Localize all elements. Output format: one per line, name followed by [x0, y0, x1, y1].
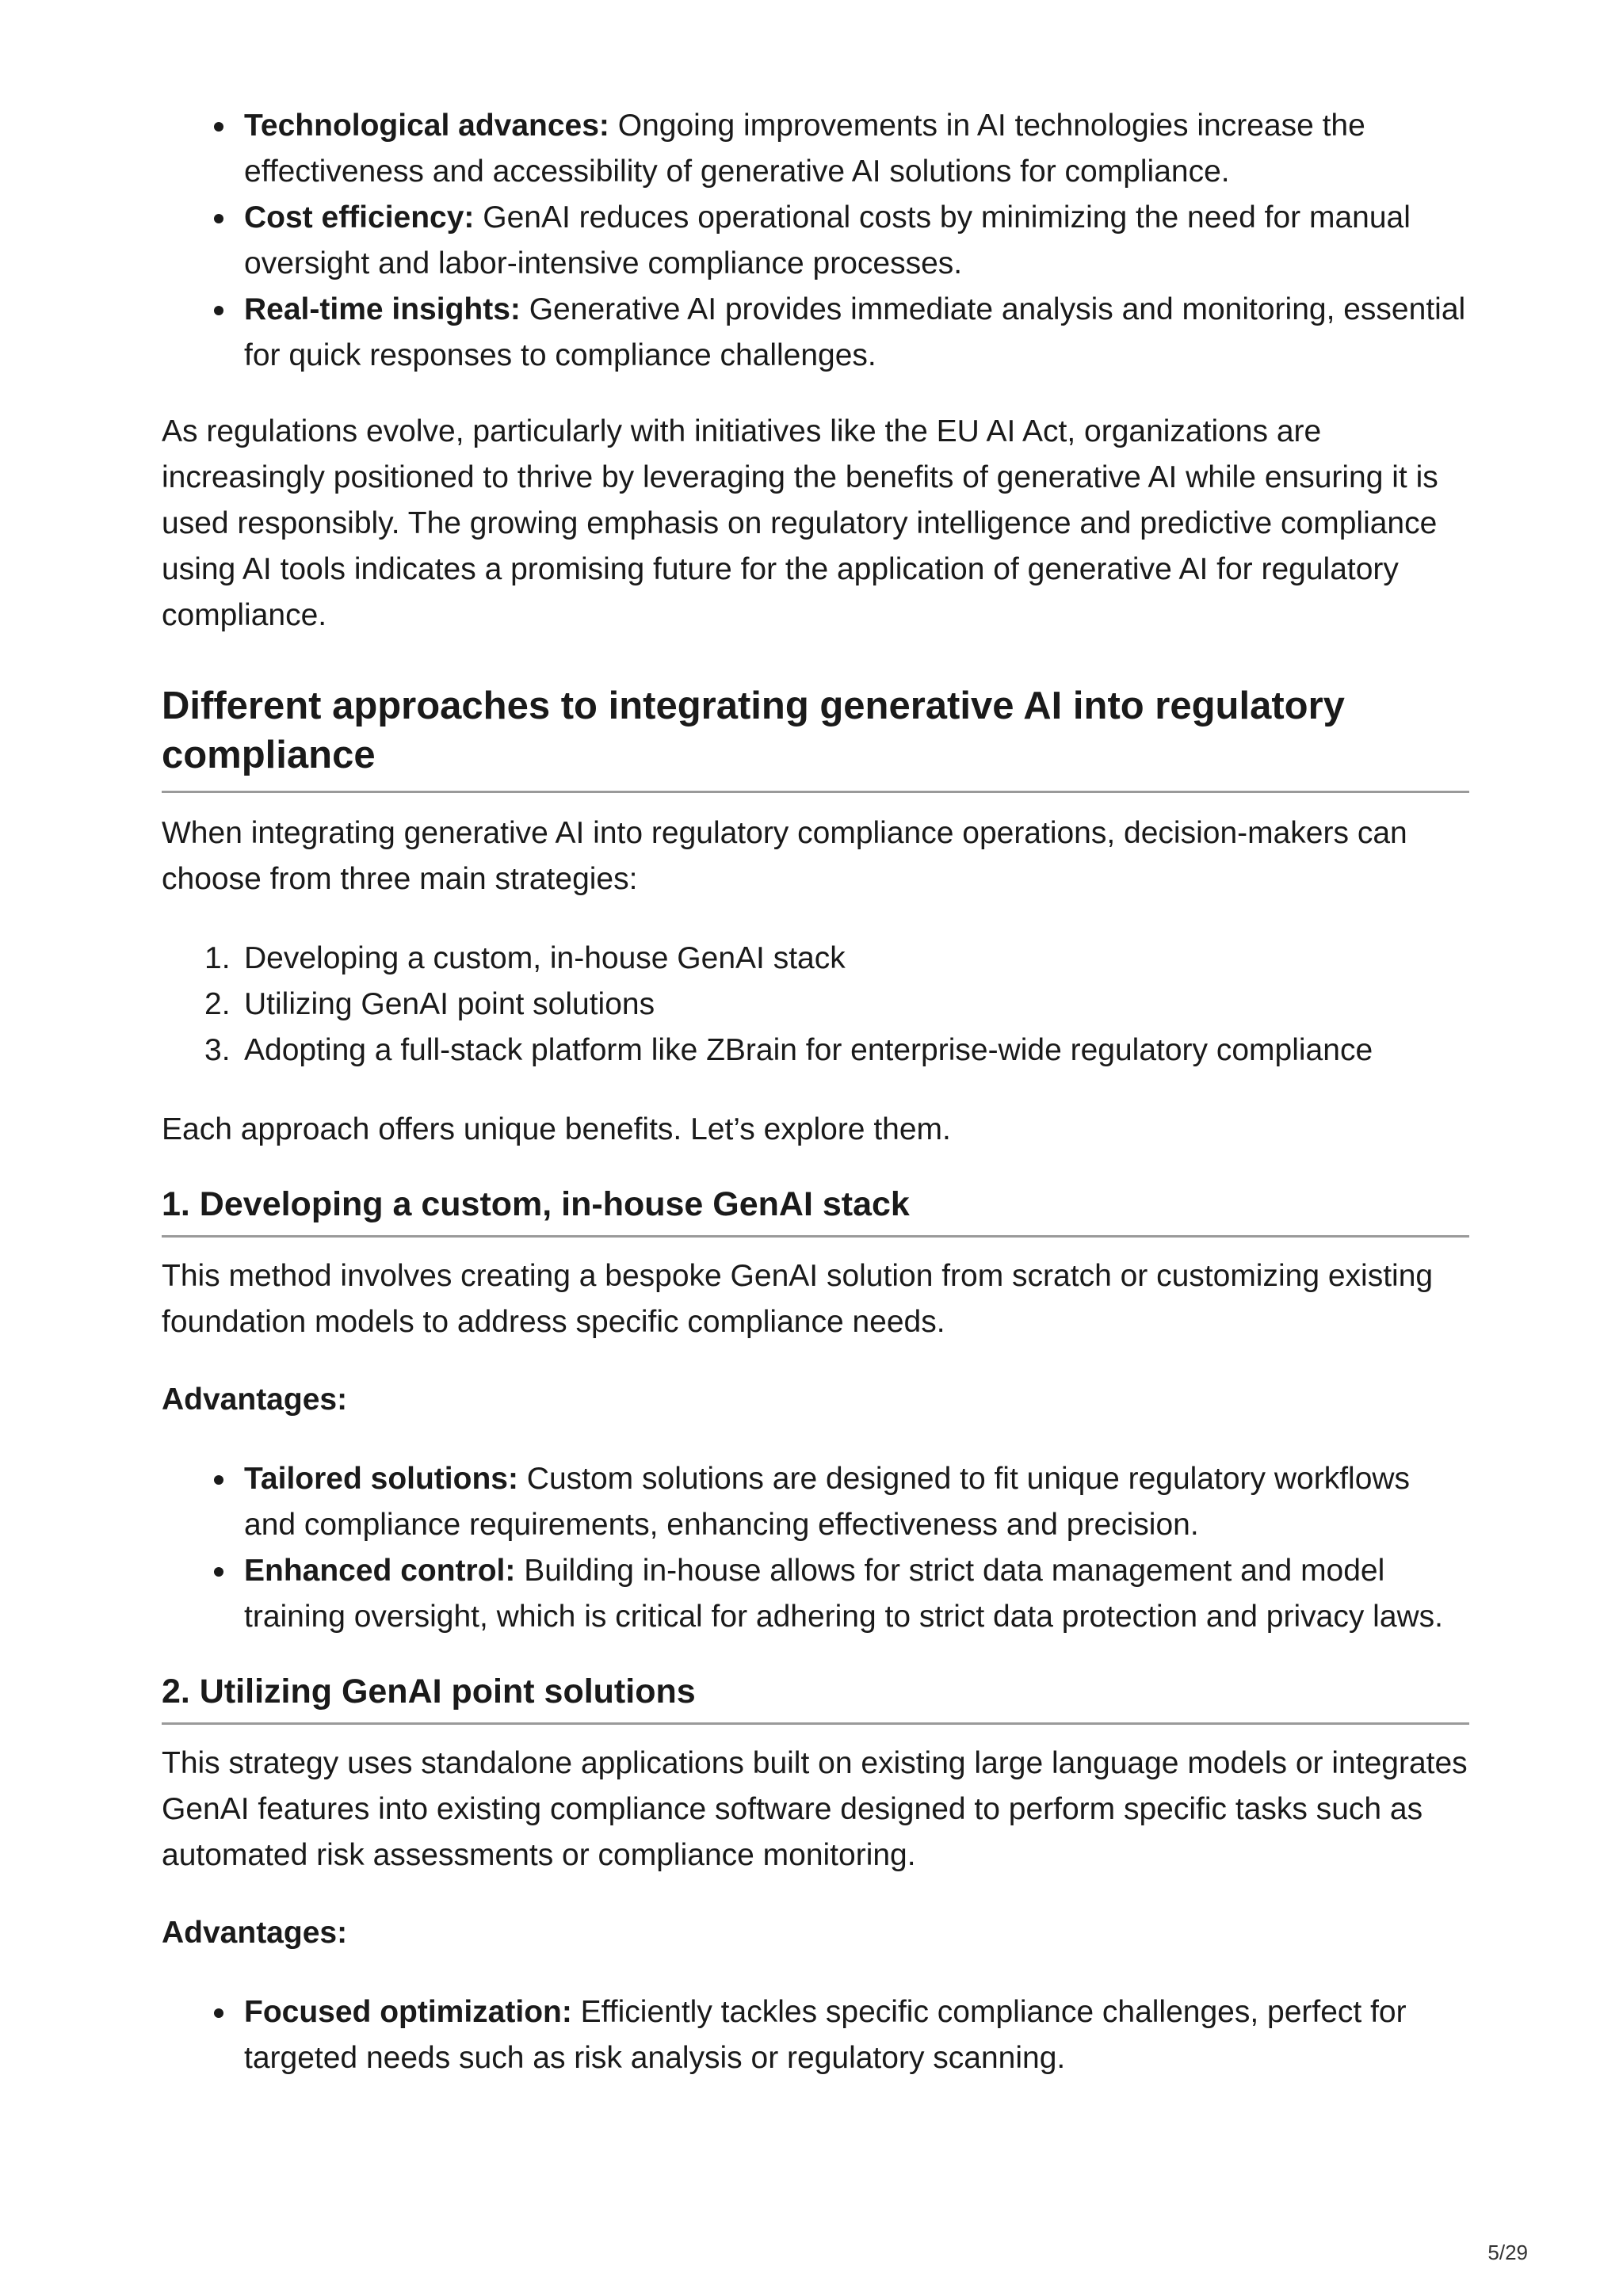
list-item-text: Generative AI provides immediate analysis and monitoring, essential for quick responses to compliance challenges.	[244, 292, 1466, 372]
list-item-text: Utilizing GenAI point solutions	[244, 987, 655, 1021]
list-item	[162, 1456, 1469, 1548]
section-1-advantages-label: Advantages:	[162, 1383, 348, 1417]
list-item-text: Building in-house allows for strict data management and model training oversight, which is critical for adhering to strict data protection and privacy laws.	[244, 1554, 1444, 1634]
list-item	[162, 936, 1469, 982]
list-item-label: Cost efficiency:	[244, 200, 475, 235]
explore-paragraph: Each approach offers unique benefits. Let’s explore them.	[162, 1112, 951, 1146]
benefits-list	[162, 103, 1469, 379]
section-1-heading: 1. Developing a custom, in-house GenAI stack	[162, 1181, 1469, 1238]
list-item-number: 2.	[204, 987, 231, 1021]
strategies-list	[162, 936, 1469, 1074]
section-2-heading: 2. Utilizing GenAI point solutions	[162, 1669, 1469, 1725]
list-item-label: Tailored solutions:	[244, 1462, 518, 1496]
list-item-label: Focused optimization:	[244, 1995, 572, 2029]
list-item-text: GenAI reduces operational costs by minimizing the need for manual oversight and labor-intensive compliance processes.	[244, 200, 1411, 280]
approaches-intro: When integrating generative AI into regulatory compliance operations, decision-makers can choose from three main strategies:	[162, 816, 1407, 896]
section-2-advantages-list	[162, 1989, 1469, 2081]
list-item	[162, 1548, 1469, 1640]
section-1-advantages-list	[162, 1456, 1469, 1640]
list-item-number: 1.	[204, 941, 231, 975]
list-item-text: Custom solutions are designed to fit unique regulatory workflows and compliance requirements, enhancing effectiveness and precision.	[244, 1462, 1411, 1542]
document-body	[162, 103, 1469, 2081]
list-item-text: Adopting a full-stack platform like ZBrain for enterprise-wide regulatory compliance	[244, 1033, 1373, 1067]
approaches-heading: Different approaches to integrating generative AI into regulatory compliance	[162, 681, 1469, 793]
list-item-text: Efficiently tackles specific compliance challenges, perfect for targeted needs such as risk analysis or regulatory scanning.	[244, 1995, 1407, 2075]
list-item	[162, 195, 1469, 287]
list-item-number: 3.	[204, 1033, 231, 1067]
list-item	[162, 287, 1469, 379]
page-number: 5/29	[1487, 2241, 1528, 2264]
regulations-paragraph: As regulations evolve, particularly with initiatives like the EU AI Act, organizations are increasingly positioned to thrive by leveraging the benefits of generative AI while ensuring it is used responsibly. The growing emphasis on regulatory intelligence and predictive compliance using AI tools indicates a promising future for the application of generative AI for regulatory compliance.	[162, 414, 1438, 632]
list-item-text: Developing a custom, in-house GenAI stack	[244, 941, 846, 975]
list-item	[162, 982, 1469, 1028]
list-item	[162, 1028, 1469, 1074]
section-2-description: This strategy uses standalone applications built on existing large language models or integrates GenAI features into existing compliance software designed to perform specific tasks such as automated risk assessments or compliance monitoring.	[162, 1746, 1468, 1872]
list-item-label: Enhanced control:	[244, 1554, 516, 1588]
list-item	[162, 103, 1469, 195]
section-2-advantages-label: Advantages:	[162, 1916, 348, 1950]
list-item	[162, 1989, 1469, 2081]
section-1-description: This method involves creating a bespoke GenAI solution from scratch or customizing existing foundation models to address specific compliance needs.	[162, 1259, 1434, 1339]
list-item-label: Real-time insights:	[244, 292, 521, 326]
list-item-label: Technological advances:	[244, 109, 609, 143]
list-item-text: Ongoing improvements in AI technologies increase the effectiveness and accessibility of generative AI solutions for compliance.	[244, 109, 1365, 189]
